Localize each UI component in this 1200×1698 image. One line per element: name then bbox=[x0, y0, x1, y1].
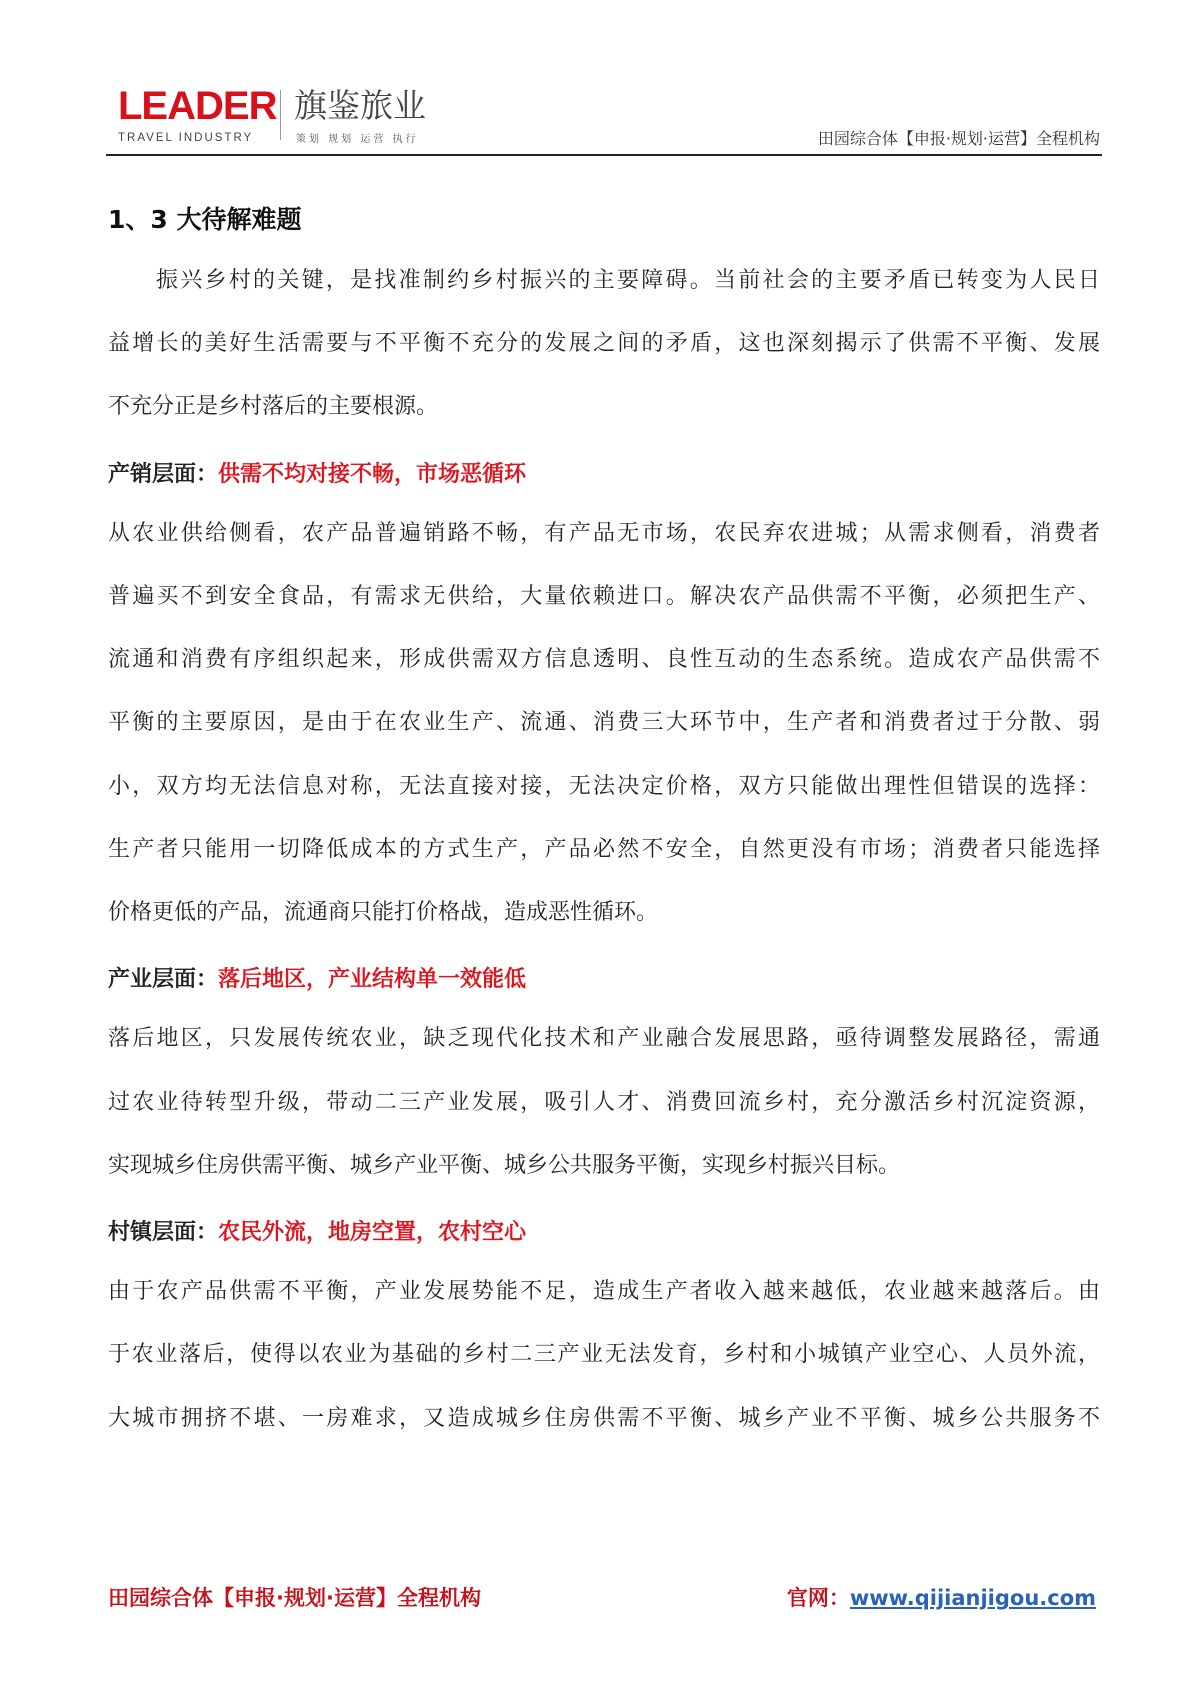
logo-subtitle-cn: 策划 规划 运营 执行 bbox=[296, 134, 419, 145]
footer-tagline: 田园综合体【申报·规划·运营】全程机构 bbox=[108, 1586, 481, 1610]
paragraph-line: 生产者只能用一切降低成本的方式生产，产品必然不安全，自然更没有市场；消费者只能选择 bbox=[108, 836, 1100, 862]
logo-text-en: LEADER bbox=[118, 84, 277, 128]
subsection-highlight: 供需不均对接不畅，市场恶循环 bbox=[218, 461, 527, 487]
paragraph-line: 由于农产品供需不平衡，产业发展势能不足，造成生产者收入越来越低，农业越来越落后。由 bbox=[108, 1279, 1100, 1305]
paragraph-line: 过农业待转型升级，带动二三产业发展，吸引人才、消费回流乡村，充分激活乡村沉淀资源， bbox=[108, 1089, 1100, 1115]
section-title: 1、3 大待解难题 bbox=[108, 205, 302, 234]
subsection-highlight: 农民外流，地房空置，农村空心 bbox=[218, 1220, 527, 1245]
paragraph-line: 益增长的美好生活需要与不平衡不充分的发展之间的矛盾，这也深刻揭示了供需不平衡、发展 bbox=[108, 331, 1100, 357]
website-link[interactable]: www.qijianjigou.com bbox=[849, 1586, 1096, 1610]
subsection-label: 产销层面： bbox=[108, 461, 219, 487]
paragraph-line: 从农业供给侧看，农产品普遍销路不畅，有产品无市场，农民弃农进城；从需求侧看，消费者 bbox=[108, 520, 1100, 546]
paragraph-line: 落后地区，只发展传统农业，缺乏现代化技术和产业融合发展思路，亟待调整发展路径，需通 bbox=[108, 1026, 1100, 1052]
subsection-heading bbox=[108, 962, 526, 993]
paragraph-line: 普遍买不到安全食品，有需求无供给，大量依赖进口。解决农产品供需不平衡，必须把生产、 bbox=[108, 584, 1100, 609]
paragraph-line: 流通和消费有序组织起来，形成供需双方信息透明、良性互动的生态系统。造成农产品供需不 bbox=[108, 647, 1100, 673]
logo-divider bbox=[280, 90, 281, 140]
paragraph-line: 不充分正是乡村落后的主要根源。 bbox=[108, 394, 439, 420]
footer-website bbox=[787, 1582, 1096, 1612]
paragraph-line: 振兴乡村的关键，是找准制约乡村振兴的主要障碍。当前社会的主要矛盾已转变为人民日 bbox=[156, 268, 1100, 293]
subsection-heading bbox=[108, 1215, 526, 1246]
logo-subtitle-en: TRAVEL INDUSTRY bbox=[118, 132, 254, 144]
subsection-heading bbox=[108, 457, 526, 488]
paragraph-line: 大城市拥挤不堪、一房难求，又造成城乡住房供需不平衡、城乡产业不平衡、城乡公共服务不 bbox=[108, 1405, 1100, 1431]
paragraph-line: 实现城乡住房供需平衡、城乡产业平衡、城乡公共服务平衡，实现乡村振兴目标。 bbox=[108, 1152, 901, 1178]
paragraph-line: 价格更低的产品，流通商只能打价格战，造成恶性循环。 bbox=[108, 900, 659, 925]
paragraph-line: 小，双方均无法信息对称，无法直接对接，无法决定价格，双方只能做出理性但错误的选择： bbox=[108, 773, 1100, 799]
paragraph-line: 平衡的主要原因，是由于在农业生产、流通、消费三大环节中，生产者和消费者过于分散、弱 bbox=[108, 710, 1100, 736]
logo-text-cn: 旗鉴旅业 bbox=[294, 86, 426, 125]
paragraph-line: 于农业落后，使得以农业为基础的乡村二三产业无法发育，乡村和小城镇产业空心、人员外流， bbox=[108, 1342, 1100, 1368]
subsection-label: 产业层面： bbox=[108, 967, 219, 993]
header-divider bbox=[106, 154, 1102, 156]
header-tagline: 田园综合体【申报·规划·运营】全程机构 bbox=[817, 129, 1100, 148]
leader-logo bbox=[118, 86, 276, 144]
website-label: 官网： bbox=[786, 1586, 850, 1610]
subsection-label: 村镇层面： bbox=[108, 1220, 219, 1245]
subsection-highlight: 落后地区，产业结构单一效能低 bbox=[218, 967, 527, 993]
